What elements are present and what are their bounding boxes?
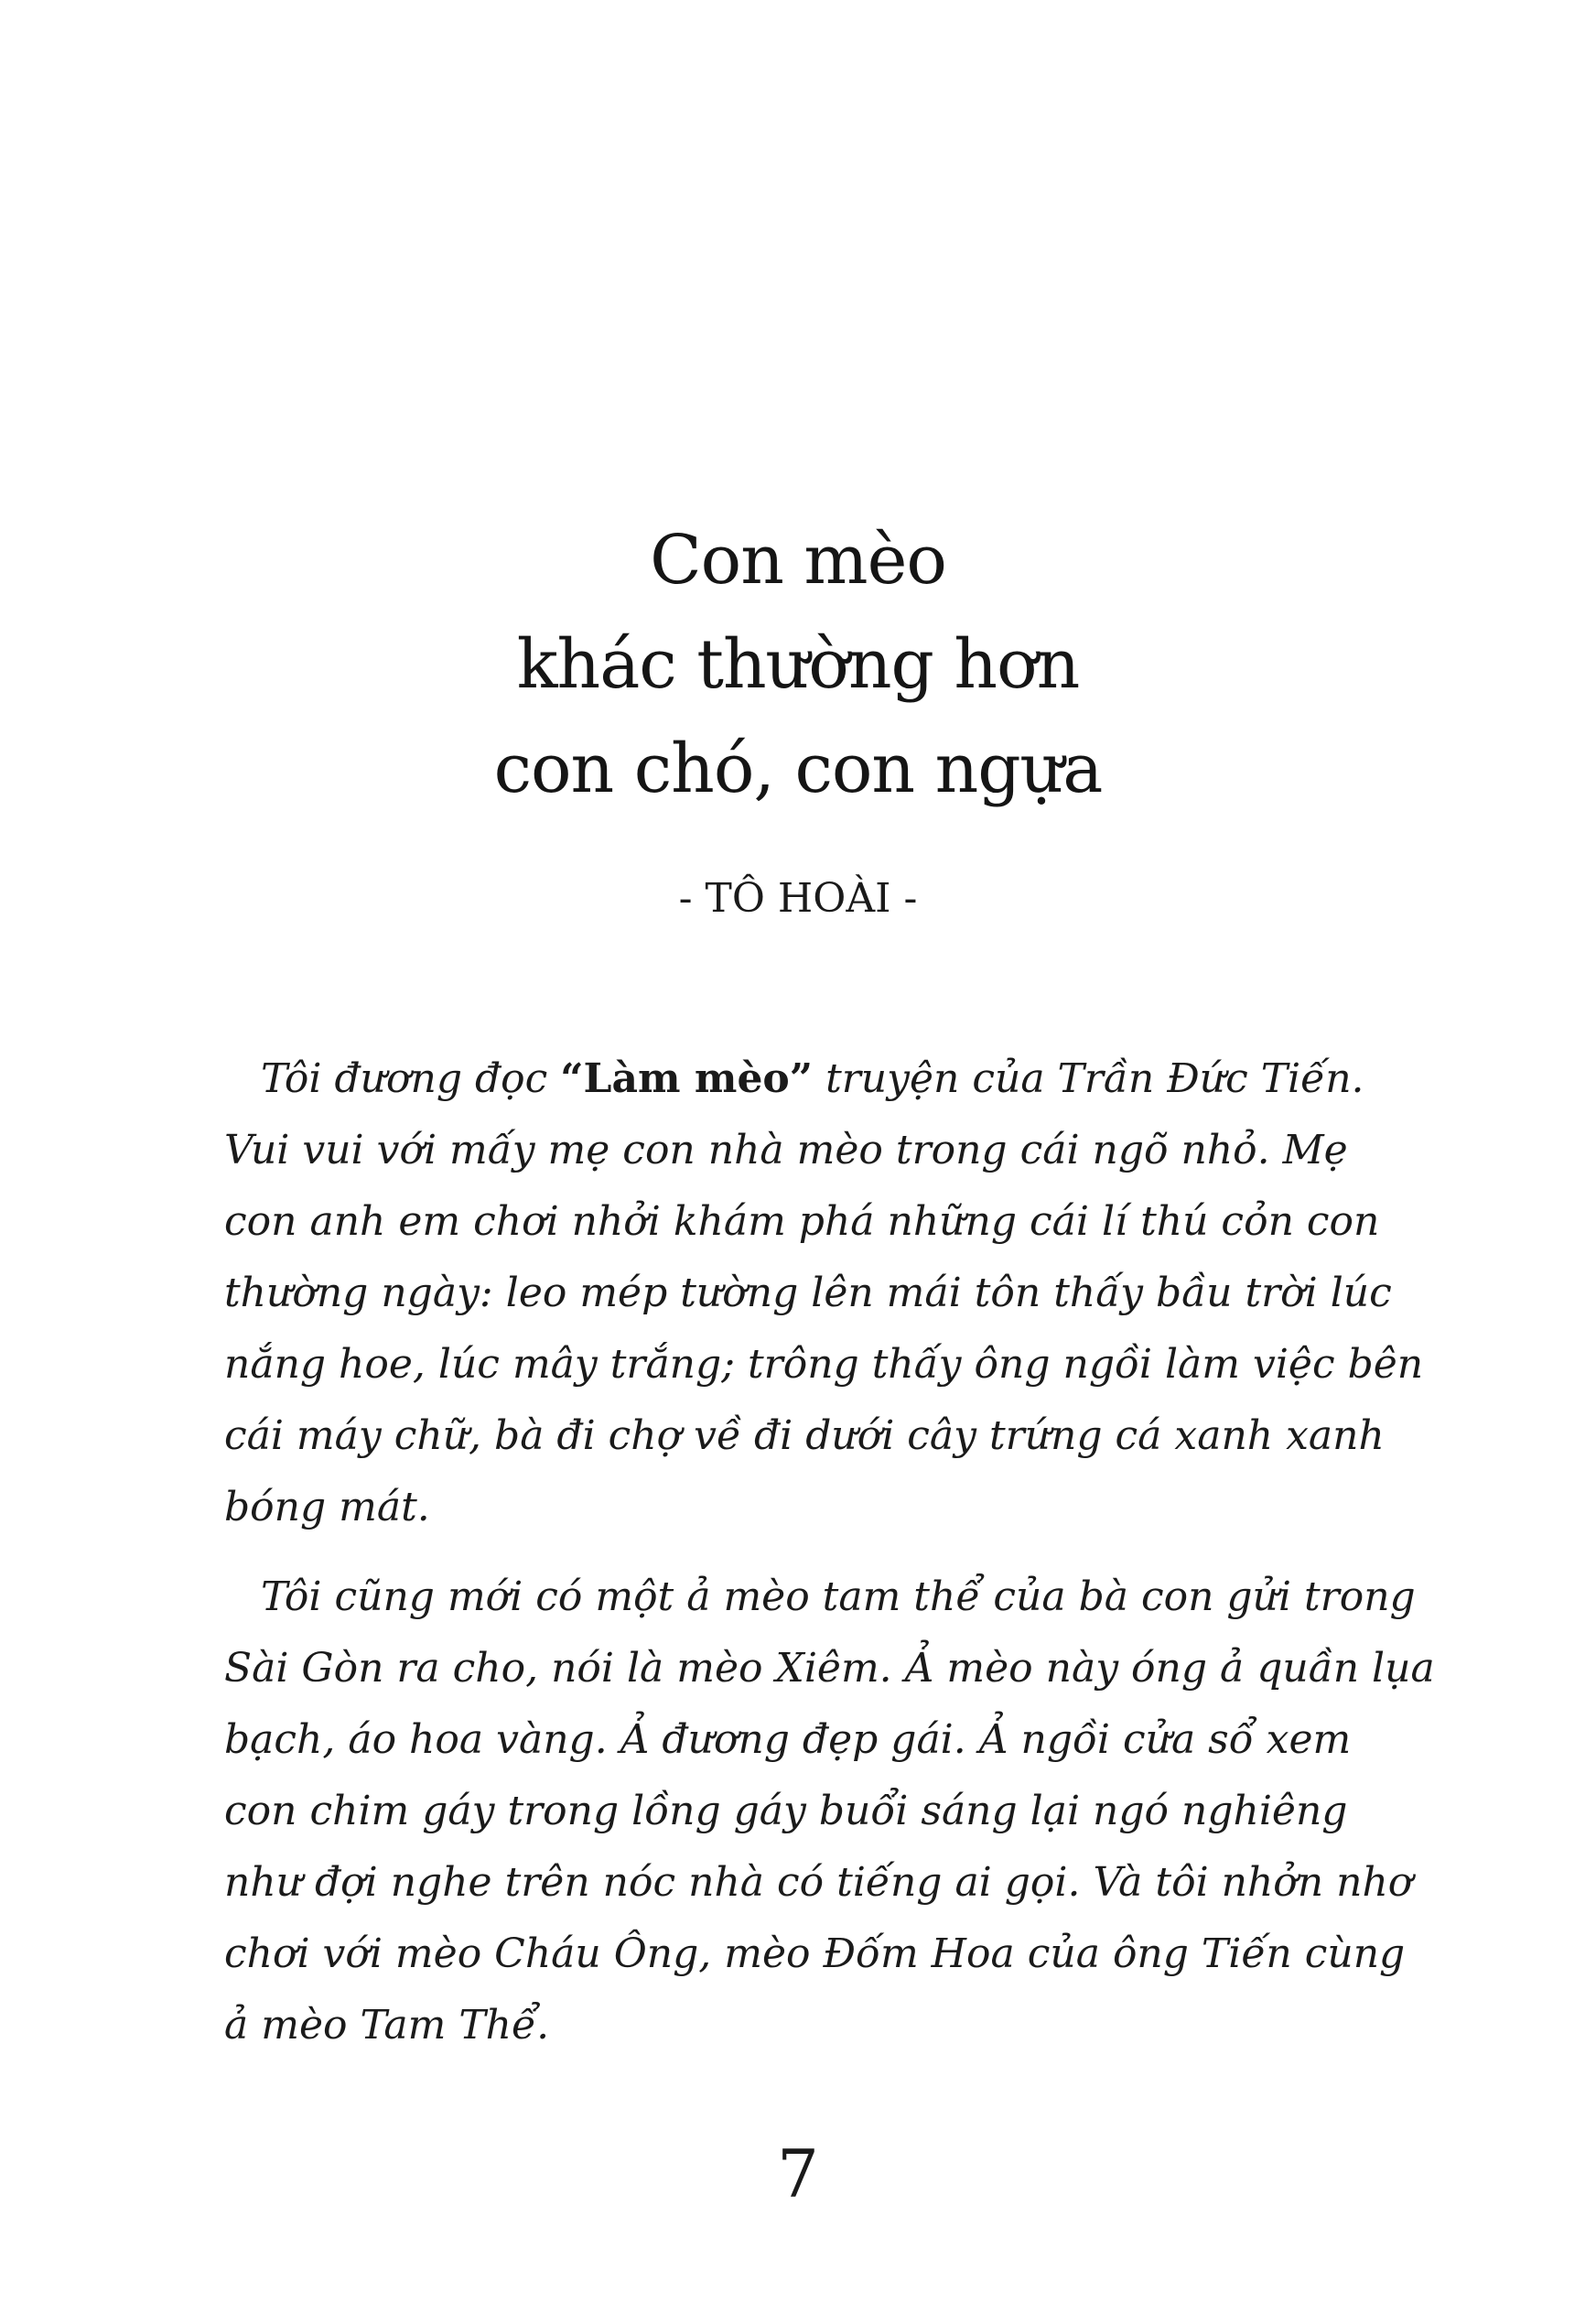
paragraph-line: chơi với mèo Cháu Ông, mèo Đốm Hoa của ông Tiến cùng	[224, 1930, 1406, 1977]
chapter-title-line-1: Con mèo	[650, 521, 946, 600]
author-name: - TÔ HOÀI -	[678, 875, 918, 922]
body-text	[224, 1043, 1435, 2080]
book-title-emphasis: “Làm mèo”	[560, 1055, 814, 1102]
paragraph-2	[224, 1562, 1435, 2061]
paragraph-1	[224, 1043, 1424, 1543]
paragraph-line: Vui vui với mấy mẹ con nhà mèo trong cái ngõ nhỏ. Mẹ	[224, 1127, 1348, 1173]
page-number: 7	[777, 2135, 819, 2212]
paragraph-line: Sài Gòn ra cho, nói là mèo Xiêm. Ả mèo này óng ả quần lụa	[224, 1645, 1435, 1692]
paragraph-line: bóng mát.	[224, 1484, 430, 1530]
paragraph-line: như đợi nghe trên nóc nhà có tiếng ai gọi. Và tôi nhởn nhơ	[224, 1859, 1413, 1906]
paragraph-line: con chim gáy trong lồng gáy buổi sáng lại ngó nghiêng	[224, 1788, 1348, 1834]
paragraph-line: ả mèo Tam Thể.	[224, 2002, 550, 2049]
paragraph-line: Tôi cũng mới có một ả mèo tam thể của bà con gửi trong	[261, 1573, 1416, 1620]
chapter-title-line-3: con chó, con ngựa	[493, 730, 1103, 808]
paragraph-line: nắng hoe, lúc mây trắng; trông thấy ông ngồi làm việc bên	[224, 1341, 1424, 1388]
text-run: Tôi đương đọc	[261, 1055, 561, 1102]
chapter-title	[0, 508, 1596, 821]
paragraph-line: con anh em chơi nhởi khám phá những cái lí thú cỏn con	[224, 1198, 1380, 1245]
text-run: truyện của Trần Đức Tiến.	[813, 1055, 1364, 1102]
paragraph-line	[224, 1043, 1418, 1115]
paragraph-line: bạch, áo hoa vàng. Ả đương đẹp gái. Ả ngồi cửa sổ xem	[224, 1716, 1352, 1763]
paragraph-line: thường ngày: leo mép tường lên mái tôn thấy bầu trời lúc	[224, 1270, 1392, 1316]
paragraph-line: cái máy chữ, bà đi chợ về đi dưới cây trứng cá xanh xanh	[224, 1412, 1385, 1459]
chapter-title-line-2: khác thường hơn	[516, 625, 1080, 704]
